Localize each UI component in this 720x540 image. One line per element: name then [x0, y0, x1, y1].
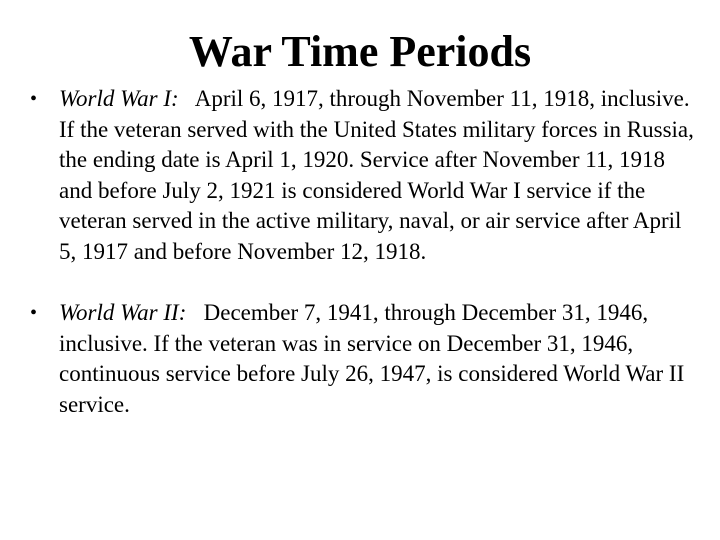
bullet-world-war-2 [30, 298, 694, 420]
bullet-text: December 7, 1941, through December 31, 1946, inclusive. If the veteran was in service on December 31, 1946, continuous service before July 26, 1947, is considered World War II service. [59, 300, 685, 417]
bullet-icon: • [30, 88, 38, 110]
bullet-list [30, 84, 694, 420]
slide-title: War Time Periods [188, 27, 532, 76]
bullet-term: World War I: [59, 86, 179, 111]
bullet-icon: • [30, 302, 38, 324]
bullet-world-war-1 [30, 84, 694, 267]
bullet-text: April 6, 1917, through November 11, 1918, inclusive. If the veteran served with the United States military forces in Russia, the ending date is April 1, 1920. Service after November 11, 1918 and before July 2, 1921 is considered World War I service if the veteran served in the active military, naval, or air service after April 5, 1917 and before November 12, 1918. [59, 86, 694, 264]
bullet-term: World War II: [59, 300, 187, 325]
